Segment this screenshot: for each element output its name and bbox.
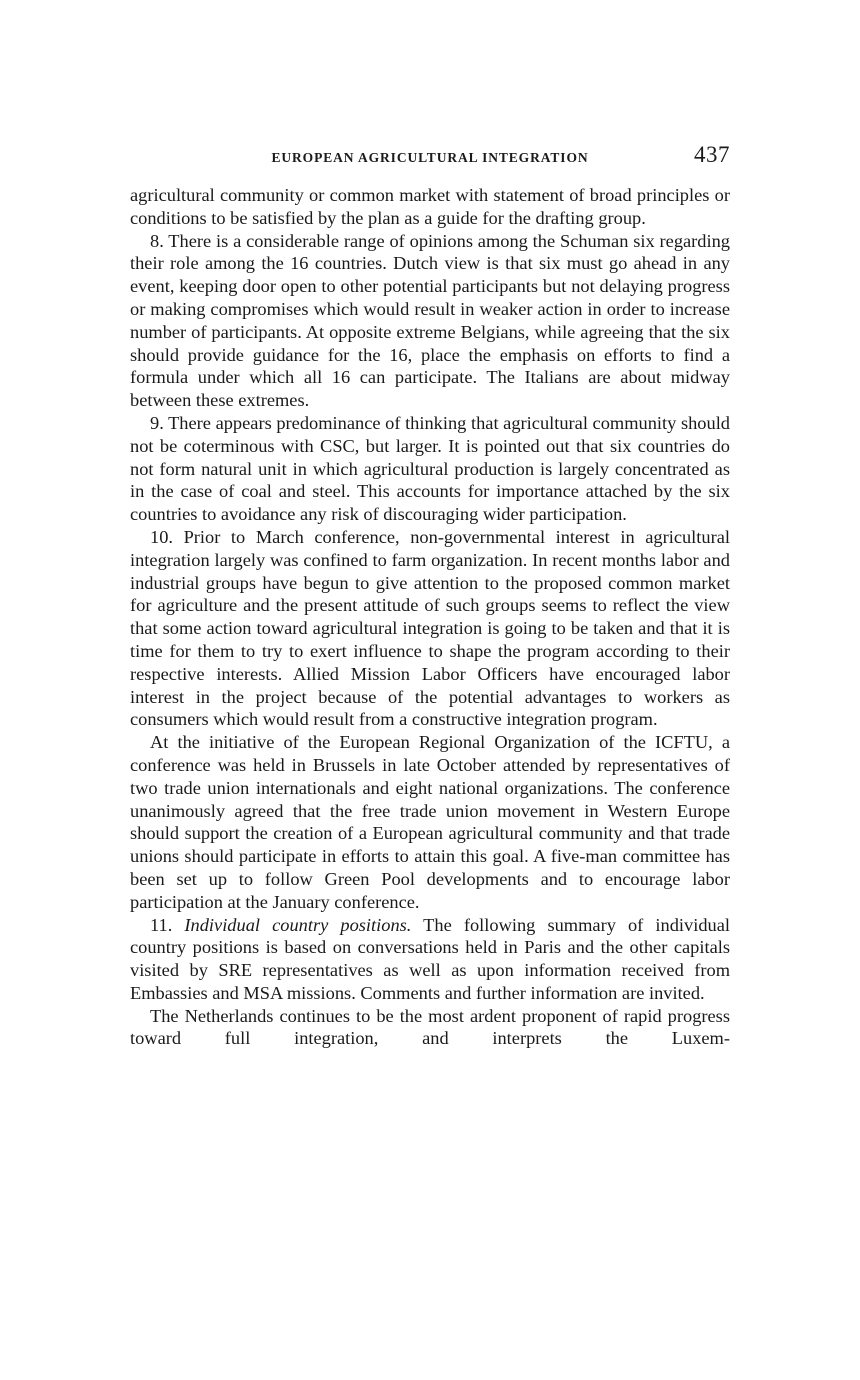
paragraph-11-text: The following summary of individual country positions is based on conversations held in Paris and the other capitals visited by SRE representatives as well as upon information received from Embassies and MSA missions. Comments and further information are invited. (130, 914, 730, 1003)
page-header (130, 140, 730, 184)
running-title: EUROPEAN AGRICULTURAL INTEGRATION (271, 150, 589, 165)
paragraph-8: 8. There is a considerable range of opinions among the Schuman six regarding their role among the 16 countries. Dutch view is that six must go ahead in any event, keeping door open to other potential participants but not delaying progress or making compromises which would result in weaker action in order to increase number of participants. At opposite extreme Belgians, while agreeing that the six should provide guidance for the 16, place the emphasis on efforts to find a formula under which all 16 can participate. The Italians are about midway between these extremes. (130, 230, 730, 411)
paragraph-netherlands: The Netherlands continues to be the most ardent proponent of rapid progress toward full integration, and interprets the Luxem- (130, 1005, 730, 1049)
body-text (130, 184, 730, 1050)
page-number: 437 (694, 142, 730, 167)
section-heading-italic: Individual country positions. (184, 914, 412, 935)
paragraph-11 (130, 914, 730, 1005)
paragraph-icftu: At the initiative of the European Regional Organization of the ICFTU, a conference was held in Brussels in late October attended by representatives of two trade union internationals and eight national organizations. The conference unanimously agreed that the free trade union movement in Western Europe should support the creation of a European agricultural community and that trade unions should participate in efforts to attain this goal. A five-man committee has been set up to follow Green Pool developments and to encourage labor participation at the January conference. (130, 732, 730, 912)
paragraph-10: 10. Prior to March conference, non-governmental interest in agricultural integration largely was confined to farm organization. In recent months labor and industrial groups have begun to give attention to the proposed common market for agriculture and the present attitude of such groups seems to reflect the view that some action toward agricultural integration is going to be taken and that it is time for them to try to exert influence to shape the program according to their respective interests. Allied Mission Labor Officers have encouraged labor interest in the project because of the potential advantages to workers as consumers which would result from a constructive integration program. (130, 526, 730, 730)
paragraph-continued: agricultural community or common market with statement of broad principles or conditions to be satisfied by the plan as a guide for the drafting group. (130, 185, 730, 228)
paragraph-9: 9. There appears predominance of thinking that agricultural community should not be coterminous with CSC, but larger. It is pointed out that six countries do not form natural unit in which agricultural production is largely concentrated as in the case of coal and steel. This accounts for importance attached by the six countries to avoidance any risk of discouraging wider participation. (130, 412, 730, 525)
paragraph-number: 11. (150, 914, 185, 935)
document-page (130, 140, 730, 1050)
